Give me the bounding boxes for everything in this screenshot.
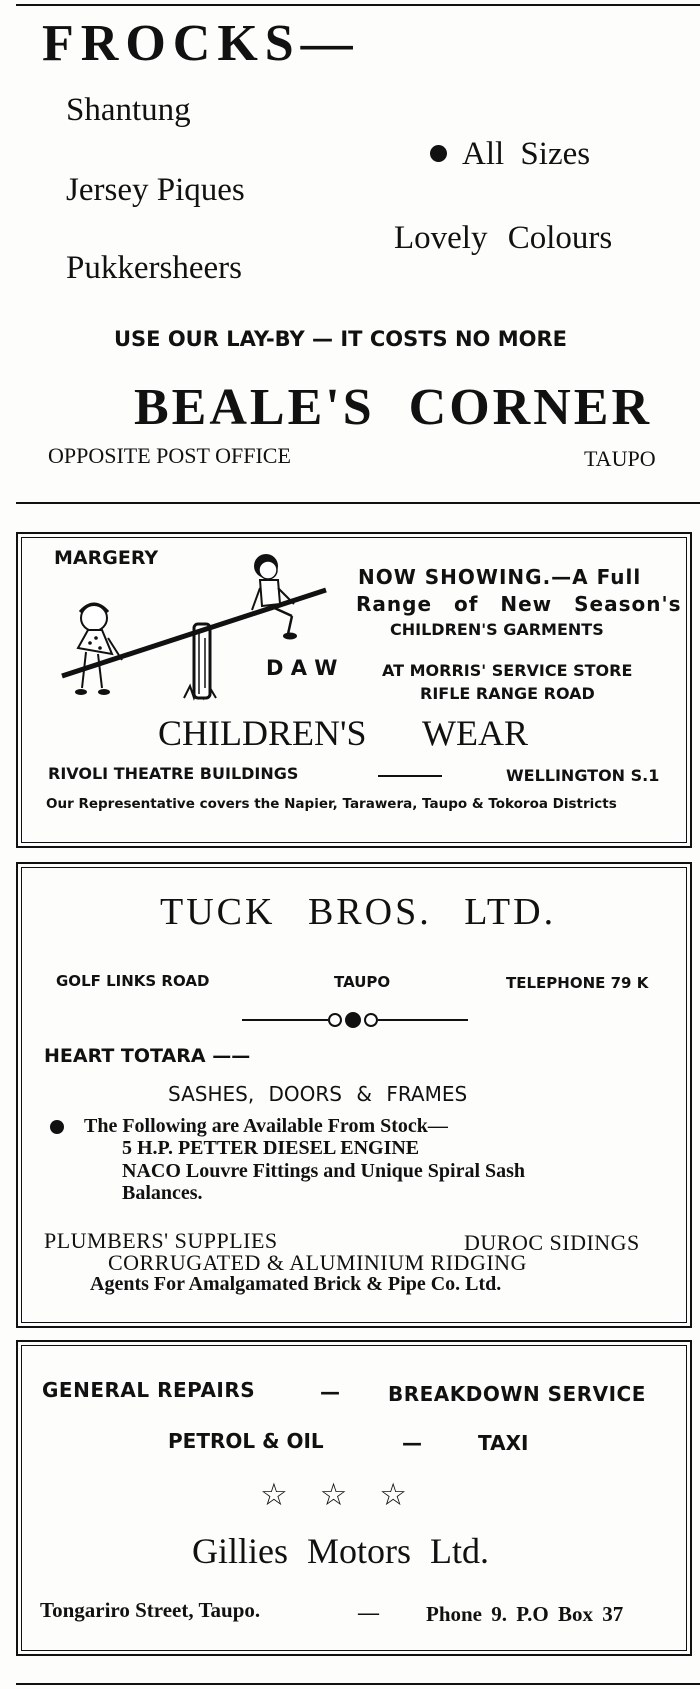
now-showing-line-2: Range of New Season's	[356, 592, 682, 616]
lovely-colours: Lovely Colours	[394, 220, 613, 256]
address-separator	[378, 775, 442, 777]
morris-line-2: RIFLE RANGE ROAD	[420, 684, 595, 703]
gillies-street: Tongariro Street, Taupo.	[40, 1598, 261, 1622]
now-showing-line-1: NOW SHOWING.—A Full	[358, 565, 642, 589]
star-icons: ☆ ☆ ☆	[260, 1477, 408, 1513]
rivoli-address: RIVOLI THEATRE BUILDINGS	[48, 764, 299, 783]
top-rule	[16, 4, 700, 6]
ornament-divider	[242, 1008, 468, 1032]
petrol-oil: PETROL & OIL	[168, 1429, 324, 1453]
bullet-icon	[430, 145, 447, 162]
childrens-brand-right: WEAR	[422, 713, 528, 753]
tuck-telephone: TELEPHONE 79 K	[506, 974, 649, 992]
plumbers-supplies: PLUMBERS' SUPPLIES	[44, 1228, 278, 1253]
address-left: OPPOSITE POST OFFICE	[48, 443, 291, 468]
petrol-dash: —	[402, 1431, 422, 1455]
store-name: BEALE'S CORNER	[134, 379, 652, 436]
daw-label: D A W	[266, 656, 338, 680]
agents-line: Agents For Amalgamated Brick & Pipe Co. Ltd.	[90, 1273, 502, 1295]
seesaw-illustration	[56, 548, 336, 708]
taxi-label: TAXI	[478, 1431, 529, 1455]
following-available: The Following are Available From Stock—	[84, 1115, 448, 1137]
fabric-pukkersheers: Pukkersheers	[66, 250, 242, 286]
tuck-title: TUCK BROS. LTD.	[160, 891, 557, 933]
sashes-doors-frames: SASHES, DOORS & FRAMES	[168, 1082, 468, 1106]
address-right: TAUPO	[584, 446, 656, 471]
naco-line-2: Balances.	[122, 1182, 203, 1204]
all-sizes: All Sizes	[462, 136, 591, 172]
breakdown-service: BREAKDOWN SERVICE	[388, 1382, 646, 1406]
stock-bullet-icon	[50, 1120, 64, 1134]
naco-line-1: NACO Louvre Fittings and Unique Spiral Sash	[122, 1160, 526, 1182]
frocks-heading: FROCKS—	[42, 15, 360, 72]
fabric-jersey-piques: Jersey Piques	[66, 172, 245, 208]
tuck-address: GOLF LINKS ROAD	[56, 972, 210, 990]
duroc-sidings: DUROC SIDINGS	[464, 1230, 640, 1255]
margery-label: MARGERY	[54, 547, 159, 569]
diesel-engine: 5 H.P. PETTER DIESEL ENGINE	[122, 1137, 420, 1159]
fabric-shantung: Shantung	[66, 92, 191, 128]
divider-rule-1	[16, 502, 700, 504]
heart-totara: HEART TOTARA ——	[44, 1045, 251, 1067]
childrens-brand-left: CHILDREN'S	[158, 713, 367, 753]
gillies-phone: Phone 9. P.O Box 37	[426, 1602, 624, 1626]
layby-line: USE OUR LAY-BY — IT COSTS NO MORE	[114, 327, 567, 351]
morris-line-1: AT MORRIS' SERVICE STORE	[382, 661, 633, 680]
tuck-town: TAUPO	[334, 973, 391, 991]
corrugated-ridging: CORRUGATED & ALUMINIUM RIDGING	[108, 1250, 527, 1275]
now-showing-line-3: CHILDREN'S GARMENTS	[390, 620, 604, 639]
street-dash: —	[358, 1600, 379, 1624]
bottom-rule	[16, 1683, 700, 1685]
general-repairs: GENERAL REPAIRS	[42, 1378, 256, 1402]
repairs-dash: —	[320, 1380, 340, 1404]
wellington-address: WELLINGTON S.1	[506, 766, 660, 785]
gillies-name: Gillies Motors Ltd.	[192, 1531, 489, 1571]
representative-note: Our Representative covers the Napier, Tarawera, Taupo & Tokoroa Districts	[46, 796, 617, 812]
